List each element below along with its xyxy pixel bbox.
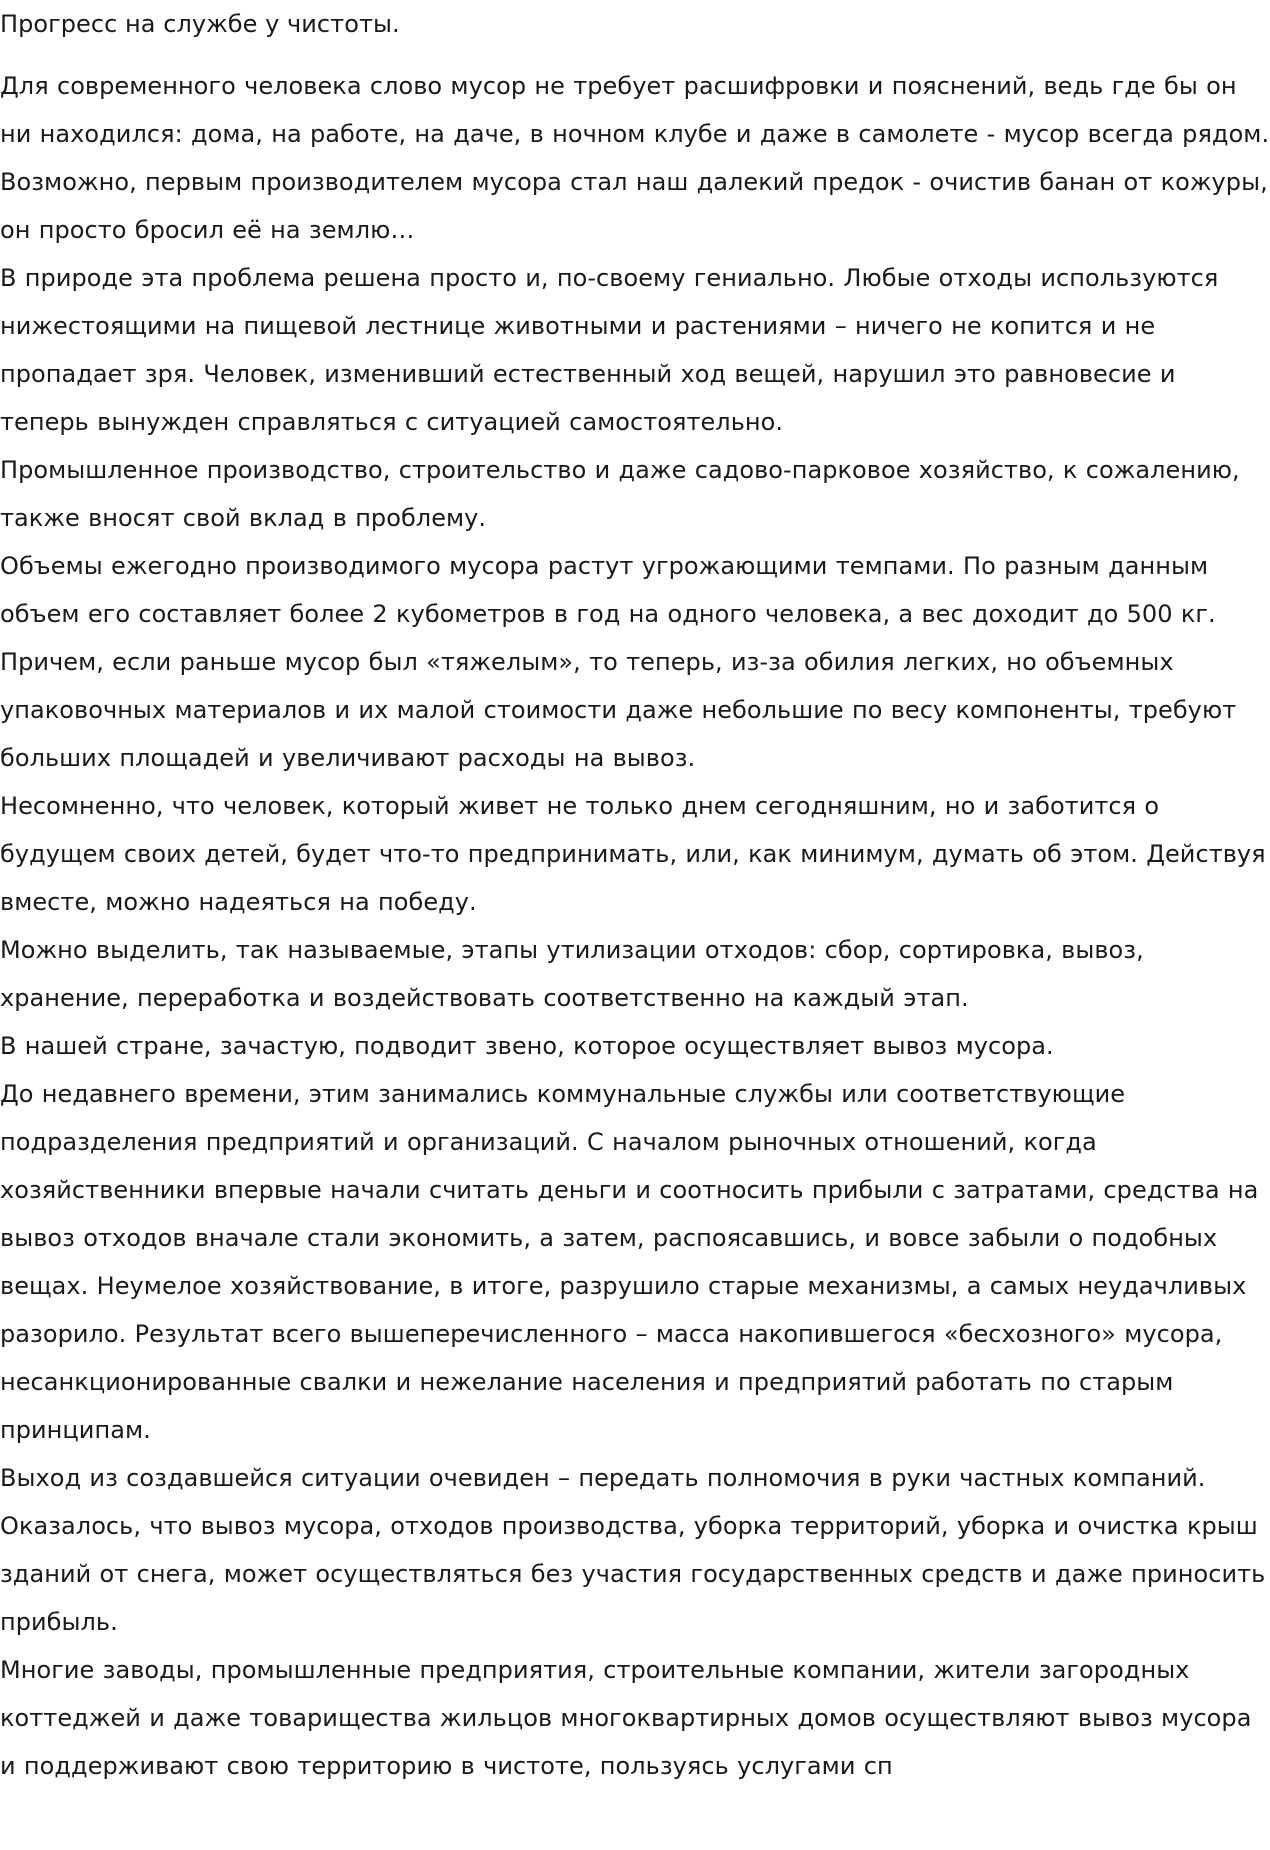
paragraph: В природе эта проблема решена просто и, по-своему гениально. Любые отходы используются нижестоящими на пищевой лестнице животными и растениями – ничего не копится и не пропадает зря. Человек, изменивший естественный ход вещей, нарушил это равновесие и теперь вынужден справляться с ситуацией самостоятельно. <box>0 264 1219 436</box>
paragraph: Выход из создавшейся ситуации очевиден – передать полномочия в руки частных компаний. Оказалось, что вывоз мусора, отходов производства, уборка территорий, уборка и очистка крыш зданий от снега, может осуществляться без участия государственных средств и даже приносить прибыль. <box>0 1464 1266 1636</box>
paragraph: Несомненно, что человек, который живет не только днем сегодняшним, но и заботится о будущем своих детей, будет что-то предпринимать, или, как минимум, думать об этом. Действуя вместе, можно надеяться на победу. <box>0 792 1266 916</box>
document-title: Прогресс на службе у чистоты. <box>0 10 400 38</box>
paragraph: Объемы ежегодно производимого мусора растут угрожающими темпами. По разным данным объем его составляет более 2 кубометров в год на одного человека, а вес доходит до 500 кг. Причем, если раньше мусор был «тяжелым», то теперь, из-за обилия легких, но объемных упаковочных материалов и их малой стоимости даже небольшие по весу компоненты, требуют больших площадей и увеличивают расходы на вывоз. <box>0 552 1237 772</box>
paragraph: В нашей стране, зачастую, подводит звено, которое осуществляет вывоз мусора. <box>0 1032 1054 1060</box>
paragraph: До недавнего времени, этим занимались коммунальные службы или соответствующие подразделения предприятий и организаций. С началом рыночных отношений, когда хозяйственники впервые начали считать деньги и соотносить прибыли с затратами, средства на вывоз отходов вначале стали экономить, а затем, распоясавшись, и вовсе забыли о подобных вещах. Неумелое хозяйствование, в итоге, разрушило старые механизмы, а самых неудачливых разорило. Результат всего вышеперечисленного – масса накопившегося «бесхозного» мусора, несанкционированные свалки и нежелание населения и предприятий работать по старым принципам. <box>0 1080 1259 1444</box>
paragraph: Многие заводы, промышленные предприятия, строительные компании, жители загородных коттеджей и даже товарищества жильцов многоквартирных домов осуществляют вывоз мусора и поддерживают свою территорию в чистоте, пользуясь услугами сп <box>0 1656 1252 1780</box>
paragraph: Можно выделить, так называемые, этапы утилизации отходов: сбор, сортировка, вывоз, хранение, переработка и воздействовать соответственно на каждый этап. <box>0 936 1144 1012</box>
paragraph: Для современного человека слово мусор не требует расшифровки и пояснений, ведь где бы он ни находился: дома, на работе, на даче, в ночном клубе и даже в самолете - мусор всегда рядом. Возможно, первым производителем мусора стал наш далекий предок - очистив банан от кожуры, он просто бросил её на землю… <box>0 72 1270 244</box>
paragraph: Промышленное производство, строительство и даже садово-парковое хозяйство, к сожалению, также вносят свой вклад в проблему. <box>0 456 1240 532</box>
